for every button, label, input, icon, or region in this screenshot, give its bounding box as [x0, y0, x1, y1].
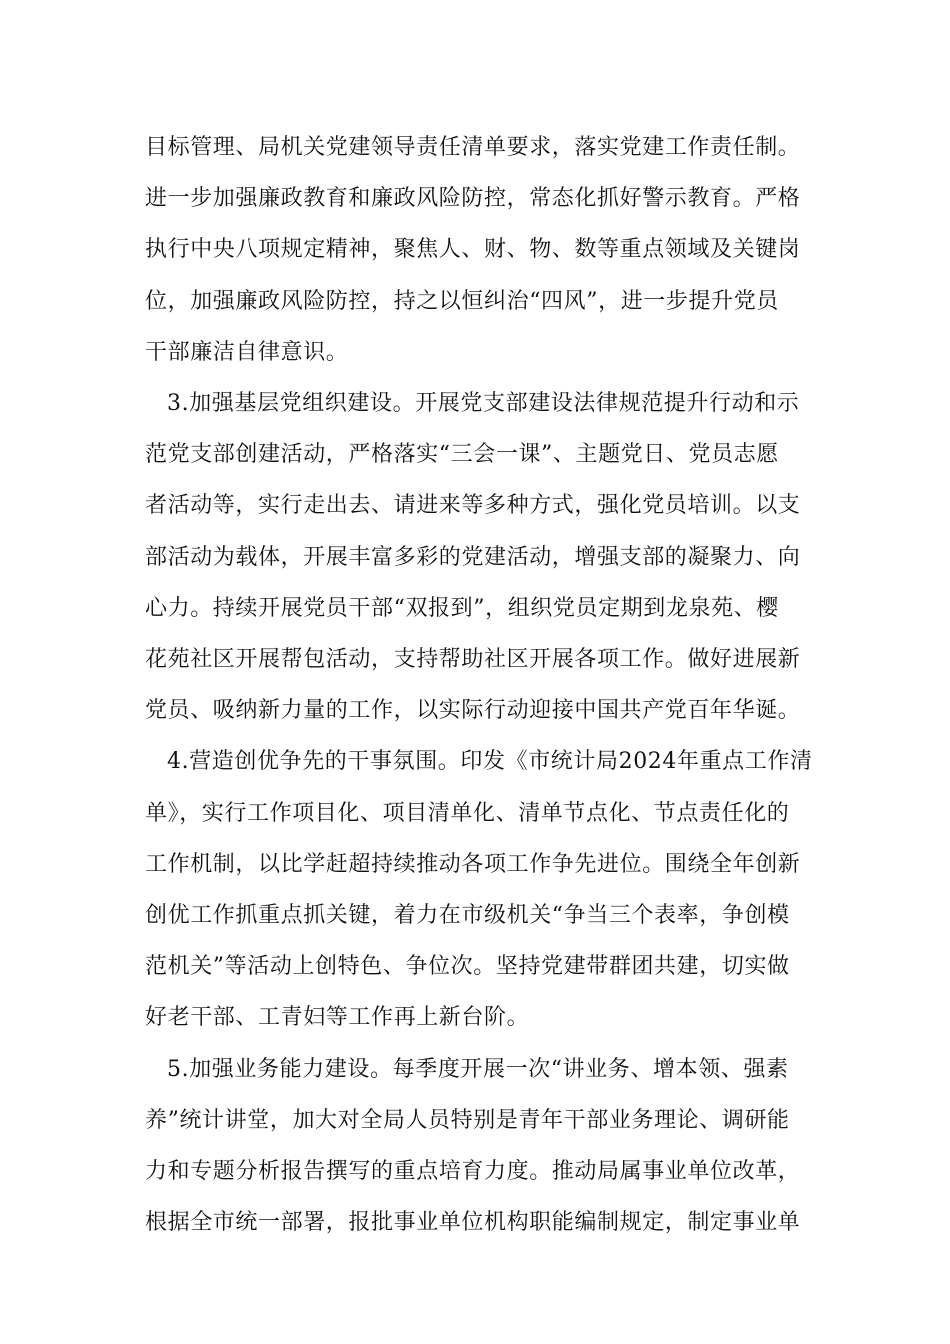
text-line: 干部廉洁自律意识。: [145, 340, 349, 365]
text-line: 者活动等，实行走出去、请进来等多种方式，强化党员培训。以支: [145, 493, 801, 518]
text-line: 部活动为载体，开展丰富多彩的党建活动，增强支部的凝聚力、向: [145, 545, 801, 570]
paragraph-5-first-line: 5.加强业务能力建设。每季度开展一次“讲业务、增本领、强素: [167, 1057, 789, 1082]
text-line: 好老干部、工青妇等工作再上新台阶。: [145, 1005, 530, 1030]
text-line: 工作机制，以比学赶超持续推动各项工作争先进位。围绕全年创新: [145, 852, 801, 877]
text-line: 位，加强廉政风险防控，持之以恒纠治“四风”，进一步提升党员: [145, 289, 779, 314]
text-line: 单》，实行工作项目化、项目清单化、清单节点化、节点责任化的: [145, 801, 790, 826]
text-line: 党员、吸纳新力量的工作，以实际行动迎接中国共产党百年华诞。: [145, 698, 801, 723]
text-line: 进一步加强廉政教育和廉政风险防控，常态化抓好警示教育。严格: [145, 186, 801, 211]
text-line: 心力。持续开展党员干部“双报到”，组织党员定期到龙泉苑、樱: [145, 596, 779, 621]
text-line: 力和专题分析报告撰写的重点培育力度。推动局属事业单位改革，: [145, 1159, 801, 1184]
text-line: 创优工作抓重点抓关键，着力在市级机关“争当三个表率，争创模: [145, 903, 790, 928]
text-line: 养”统计讲堂，加大对全局人员特别是青年干部业务理论、调研能: [145, 1108, 790, 1133]
paragraph-3-first-line: 3.加强基层党组织建设。开展党支部建设法律规范提升行动和示: [167, 391, 800, 416]
paragraph-4-first-line: 4.营造创优争先的干事氛围。印发《市统计局2024年重点工作清: [167, 749, 813, 774]
text-line: 范机关”等活动上创特色、争位次。坚持党建带群团共建，切实做: [145, 954, 790, 979]
text-line: 执行中央八项规定精神，聚焦人、财、物、数等重点领域及关键岗: [145, 237, 801, 262]
text-line: 目标管理、局机关党建领导责任清单要求，落实党建工作责任制。: [145, 135, 801, 160]
text-line: 根据全市统一部署，报批事业单位机构职能编制规定，制定事业单: [145, 1210, 801, 1235]
text-line: 范党支部创建活动，严格落实“三会一课”、主题党日、党员志愿: [145, 442, 779, 467]
text-line: 花苑社区开展帮包活动，支持帮助社区开展各项工作。做好进展新: [145, 647, 801, 672]
